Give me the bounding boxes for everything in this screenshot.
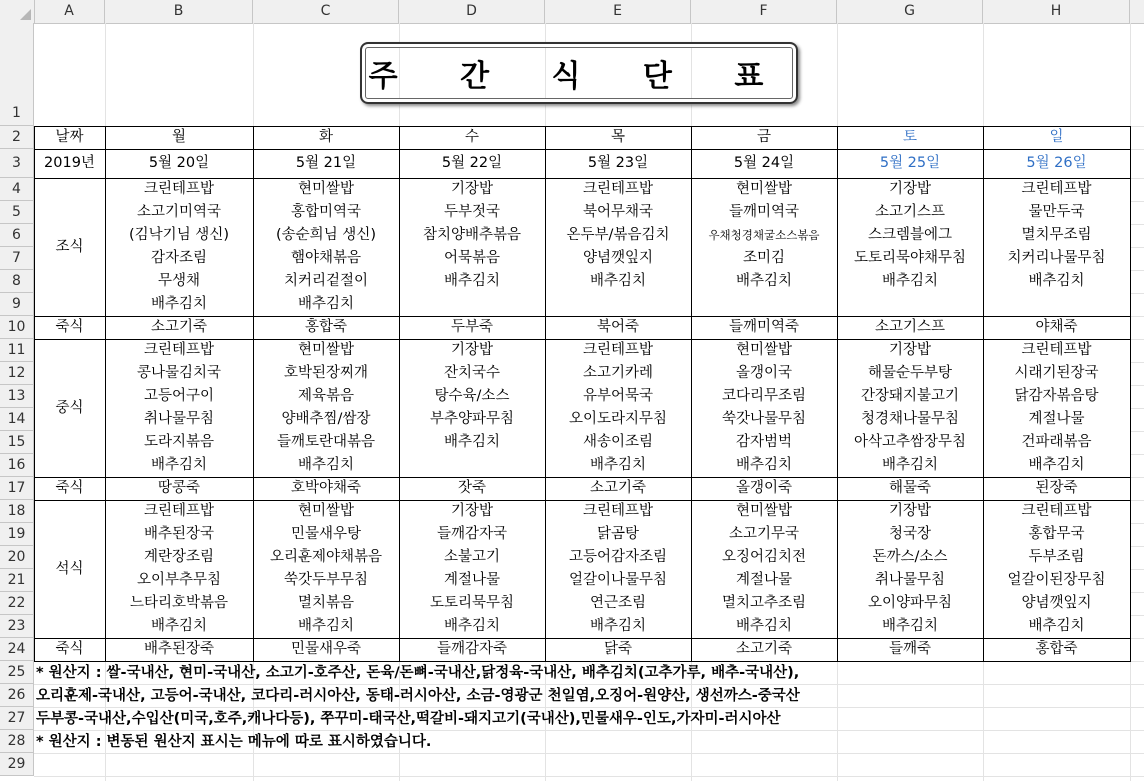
menu-cell[interactable]: 코다리무조림 xyxy=(691,385,837,408)
menu-cell[interactable]: 기장밥 xyxy=(837,178,983,201)
menu-cell[interactable]: 취나물무침 xyxy=(837,569,983,592)
menu-cell[interactable]: 고등어구이 xyxy=(105,385,253,408)
menu-cell[interactable]: 현미쌀밥 xyxy=(691,339,837,362)
menu-cell[interactable]: 현미쌀밥 xyxy=(691,500,837,523)
day-header-cell[interactable]: 토 xyxy=(837,126,983,149)
menu-cell[interactable]: 기장밥 xyxy=(399,500,545,523)
menu-cell[interactable]: 크린테프밥 xyxy=(545,339,691,362)
menu-cell[interactable] xyxy=(545,293,691,316)
gridline-h xyxy=(34,776,1144,777)
menu-cell[interactable]: 배추김치 xyxy=(545,615,691,638)
table-border xyxy=(34,339,1131,340)
porridge-cell[interactable]: 홍합죽 xyxy=(253,316,399,339)
menu-cell[interactable]: 배추김치 xyxy=(399,270,545,293)
menu-cell[interactable]: 기장밥 xyxy=(837,339,983,362)
column-header-c[interactable]: C xyxy=(253,0,399,23)
origin-note-line: * 원산지 : 변동된 원산지 표시는 메뉴에 따로 표시하였습니다. xyxy=(36,734,432,750)
column-header-h[interactable]: H xyxy=(983,0,1130,23)
menu-cell[interactable]: 닭감자볶음탕 xyxy=(983,385,1130,408)
porridge-cell[interactable]: 해물죽 xyxy=(837,477,983,500)
menu-cell[interactable]: 도토리묵야채무침 xyxy=(837,247,983,270)
meal-label-breakfast[interactable]: 조식 xyxy=(34,178,105,316)
sheet-title: 주 간 식 단 표 xyxy=(360,42,798,104)
menu-cell[interactable]: 올갱이국 xyxy=(691,362,837,385)
table-border xyxy=(34,638,1131,639)
menu-cell[interactable]: 잔치국수 xyxy=(399,362,545,385)
menu-cell[interactable]: 계절나물 xyxy=(399,569,545,592)
menu-cell[interactable]: 배추김치 xyxy=(691,615,837,638)
menu-cell[interactable]: 온두부/볶음김치 xyxy=(545,224,691,247)
menu-cell[interactable]: 현미쌀밥 xyxy=(253,500,399,523)
menu-cell[interactable]: 들깨감자국 xyxy=(399,523,545,546)
menu-cell[interactable]: 크린테프밥 xyxy=(983,178,1130,201)
table-border xyxy=(34,149,1131,150)
menu-cell[interactable]: (김낙기님 생신) xyxy=(105,224,253,247)
row-header-12[interactable]: 12 xyxy=(0,362,34,385)
menu-cell[interactable]: 양념깻잎지 xyxy=(983,592,1130,615)
menu-cell[interactable]: 멸치고추조림 xyxy=(691,592,837,615)
row-header-28[interactable]: 28 xyxy=(0,730,34,753)
day-header-cell[interactable]: 수 xyxy=(399,126,545,149)
menu-cell[interactable]: 고등어감자조림 xyxy=(545,546,691,569)
porridge-cell[interactable]: 배추된장죽 xyxy=(105,638,253,661)
menu-cell[interactable]: 배추김치 xyxy=(105,293,253,316)
meal-label-porridge3[interactable]: 죽식 xyxy=(34,638,105,661)
select-all-corner[interactable] xyxy=(0,0,35,23)
day-header-cell[interactable]: 금 xyxy=(691,126,837,149)
row-header-9[interactable]: 9 xyxy=(0,293,34,316)
menu-cell[interactable]: 배추김치 xyxy=(983,615,1130,638)
menu-cell[interactable]: 쑥갓나물무침 xyxy=(691,408,837,431)
menu-cell[interactable]: 배추김치 xyxy=(253,293,399,316)
date-cell[interactable]: 5월 23일 xyxy=(545,149,691,178)
table-border xyxy=(545,126,546,661)
menu-cell[interactable]: 오징어김치전 xyxy=(691,546,837,569)
row-header-20[interactable]: 20 xyxy=(0,546,34,569)
table-border xyxy=(34,126,35,661)
menu-cell[interactable]: 해물순두부탕 xyxy=(837,362,983,385)
porridge-cell[interactable]: 북어죽 xyxy=(545,316,691,339)
table-border xyxy=(34,178,1131,179)
porridge-cell[interactable]: 소고기죽 xyxy=(105,316,253,339)
menu-cell[interactable]: 크린테프밥 xyxy=(105,178,253,201)
menu-cell[interactable]: 소불고기 xyxy=(399,546,545,569)
menu-cell[interactable]: 닭곰탕 xyxy=(545,523,691,546)
meal-label-porridge2[interactable]: 죽식 xyxy=(34,477,105,500)
porridge-cell[interactable]: 소고기죽 xyxy=(545,477,691,500)
porridge-cell[interactable]: 호박야채죽 xyxy=(253,477,399,500)
menu-cell[interactable]: 감자조림 xyxy=(105,247,253,270)
menu-cell[interactable]: 느타리호박볶음 xyxy=(105,592,253,615)
menu-cell[interactable]: 햄야채볶음 xyxy=(253,247,399,270)
row-header-4[interactable]: 4 xyxy=(0,178,34,201)
menu-cell[interactable] xyxy=(399,293,545,316)
menu-cell[interactable]: 부추양파무침 xyxy=(399,408,545,431)
row-header-19[interactable]: 19 xyxy=(0,523,34,546)
column-header-f[interactable]: F xyxy=(691,0,837,23)
table-border xyxy=(34,126,1131,127)
menu-cell[interactable]: 배추김치 xyxy=(691,270,837,293)
day-header-cell[interactable]: 일 xyxy=(983,126,1130,149)
menu-cell[interactable]: 참치양배추볶음 xyxy=(399,224,545,247)
menu-cell[interactable]: 배추김치 xyxy=(399,615,545,638)
menu-cell[interactable]: 소고기미역국 xyxy=(105,201,253,224)
menu-cell[interactable]: 아삭고추쌈장무침 xyxy=(837,431,983,454)
menu-cell[interactable]: (송순희님 생신) xyxy=(253,224,399,247)
menu-cell[interactable]: 크린테프밥 xyxy=(545,500,691,523)
table-border xyxy=(34,477,1131,478)
meal-label-porridge1[interactable]: 죽식 xyxy=(34,316,105,339)
gridline-h xyxy=(34,707,1144,708)
porridge-cell[interactable]: 들깨죽 xyxy=(837,638,983,661)
gridline-h xyxy=(34,730,1144,731)
row-header-18[interactable]: 18 xyxy=(0,500,34,523)
menu-cell[interactable]: 현미쌀밥 xyxy=(691,178,837,201)
row-header-3[interactable]: 3 xyxy=(0,149,34,178)
row-header-17[interactable]: 17 xyxy=(0,477,34,500)
column-header-d[interactable]: D xyxy=(399,0,545,23)
menu-cell[interactable]: 배추김치 xyxy=(105,615,253,638)
porridge-cell[interactable]: 땅콩죽 xyxy=(105,477,253,500)
row-header-1[interactable]: 1 xyxy=(0,23,34,126)
menu-cell[interactable]: 도라지볶음 xyxy=(105,431,253,454)
menu-cell[interactable]: 배추김치 xyxy=(105,454,253,477)
menu-cell[interactable]: 배추김치 xyxy=(399,431,545,454)
menu-cell[interactable]: 얼갈이된장무침 xyxy=(983,569,1130,592)
menu-cell[interactable]: 오이부추무침 xyxy=(105,569,253,592)
menu-cell[interactable]: 제육볶음 xyxy=(253,385,399,408)
row-header-7[interactable]: 7 xyxy=(0,247,34,270)
menu-cell[interactable]: 건파래볶음 xyxy=(983,431,1130,454)
origin-note-line: * 원산지 : 쌀-국내산, 현미-국내산, 소고기-호주산, 돈육/돈뼈-국내산,닭정육-국내산, 배추김치(고추가루, 배추-국내산), xyxy=(36,665,800,681)
menu-cell[interactable]: 도토리묵무침 xyxy=(399,592,545,615)
menu-cell[interactable]: 들깨토란대볶음 xyxy=(253,431,399,454)
menu-cell[interactable]: 청경채나물무침 xyxy=(837,408,983,431)
row-header-6[interactable]: 6 xyxy=(0,224,34,247)
porridge-cell[interactable]: 민물새우죽 xyxy=(253,638,399,661)
row-header-24[interactable]: 24 xyxy=(0,638,34,661)
menu-cell[interactable]: 배추김치 xyxy=(545,454,691,477)
date-cell[interactable]: 5월 22일 xyxy=(399,149,545,178)
porridge-cell[interactable]: 야채죽 xyxy=(983,316,1130,339)
menu-cell[interactable]: 현미쌀밥 xyxy=(253,178,399,201)
row-header-16[interactable]: 16 xyxy=(0,454,34,477)
menu-cell[interactable]: 크린테프밥 xyxy=(983,339,1130,362)
row-header-14[interactable]: 14 xyxy=(0,408,34,431)
row-header-8[interactable]: 8 xyxy=(0,270,34,293)
year-cell[interactable]: 2019년 xyxy=(34,149,105,178)
select-all-icon xyxy=(20,9,31,20)
row-header-26[interactable]: 26 xyxy=(0,684,34,707)
menu-cell[interactable]: 물만두국 xyxy=(983,201,1130,224)
row-header-5[interactable]: 5 xyxy=(0,201,34,224)
row-header-25[interactable]: 25 xyxy=(0,661,34,684)
menu-cell[interactable]: 홍합무국 xyxy=(983,523,1130,546)
menu-cell[interactable]: 치커리나물무침 xyxy=(983,247,1130,270)
menu-cell[interactable]: 돈까스/소스 xyxy=(837,546,983,569)
menu-cell[interactable]: 무생채 xyxy=(105,270,253,293)
porridge-cell[interactable]: 소고기스프 xyxy=(837,316,983,339)
column-header-b[interactable]: B xyxy=(105,0,253,23)
day-header-cell[interactable]: 화 xyxy=(253,126,399,149)
menu-cell[interactable]: 배추김치 xyxy=(983,454,1130,477)
table-border xyxy=(983,126,984,661)
menu-cell[interactable]: 스크렘블에그 xyxy=(837,224,983,247)
date-cell[interactable]: 5월 21일 xyxy=(253,149,399,178)
row-header-2[interactable]: 2 xyxy=(0,126,34,149)
menu-cell[interactable]: 조미김 xyxy=(691,247,837,270)
porridge-cell[interactable]: 들깨감자죽 xyxy=(399,638,545,661)
menu-cell[interactable]: 계란장조림 xyxy=(105,546,253,569)
table-border xyxy=(253,126,254,661)
menu-cell[interactable]: 양배추찜/쌈장 xyxy=(253,408,399,431)
menu-cell[interactable]: 배추김치 xyxy=(837,454,983,477)
menu-cell[interactable]: 얼갈이나물무침 xyxy=(545,569,691,592)
menu-cell[interactable]: 감자범벅 xyxy=(691,431,837,454)
row-header-13[interactable]: 13 xyxy=(0,385,34,408)
row-header-27[interactable]: 27 xyxy=(0,707,34,730)
menu-cell[interactable]: 크린테프밥 xyxy=(105,339,253,362)
date-cell[interactable]: 5월 25일 xyxy=(837,149,983,178)
column-header-e[interactable]: E xyxy=(545,0,691,23)
porridge-cell[interactable]: 두부죽 xyxy=(399,316,545,339)
menu-cell[interactable]: 두부조림 xyxy=(983,546,1130,569)
porridge-cell[interactable]: 홍합죽 xyxy=(983,638,1130,661)
porridge-cell[interactable]: 닭죽 xyxy=(545,638,691,661)
row-header-10[interactable]: 10 xyxy=(0,316,34,339)
menu-cell[interactable]: 콩나물김치국 xyxy=(105,362,253,385)
menu-cell[interactable]: 크린테프밥 xyxy=(105,500,253,523)
meal-label-lunch[interactable]: 중식 xyxy=(34,339,105,477)
origin-note-line: 오리훈제-국내산, 고등어-국내산, 코다리-러시아산, 동태-러시아산, 소금-영광군 천일염,오징어-원양산, 생선까스-중국산 xyxy=(36,688,800,704)
row-header-29[interactable]: 29 xyxy=(0,753,34,776)
menu-cell[interactable]: 우채청경채굴소스볶음 xyxy=(691,224,837,247)
menu-cell[interactable]: 어묵볶음 xyxy=(399,247,545,270)
day-header-cell[interactable]: 월 xyxy=(105,126,253,149)
origin-note-line: 두부콩-국내산,수입산(미국,호주,캐나다등), 쭈꾸미-태국산,떡갈비-돼지고기(국내산),민물새우-인도,가자미-러시아산 xyxy=(36,711,781,727)
menu-cell[interactable]: 소고기카레 xyxy=(545,362,691,385)
menu-cell[interactable]: 배추김치 xyxy=(837,270,983,293)
date-cell[interactable]: 5월 26일 xyxy=(983,149,1130,178)
menu-cell[interactable]: 연근조림 xyxy=(545,592,691,615)
menu-cell[interactable]: 소고기무국 xyxy=(691,523,837,546)
column-header-a[interactable]: A xyxy=(34,0,105,23)
menu-cell[interactable] xyxy=(399,454,545,477)
menu-cell[interactable]: 배추김치 xyxy=(253,454,399,477)
row-header-15[interactable]: 15 xyxy=(0,431,34,454)
table-border xyxy=(105,126,106,661)
menu-cell[interactable]: 소고기스프 xyxy=(837,201,983,224)
menu-cell[interactable]: 멸치볶음 xyxy=(253,592,399,615)
menu-cell[interactable] xyxy=(837,293,983,316)
menu-cell[interactable]: 계절나물 xyxy=(691,569,837,592)
menu-cell[interactable]: 민물새우탕 xyxy=(253,523,399,546)
row-header-22[interactable]: 22 xyxy=(0,592,34,615)
porridge-cell[interactable]: 소고기죽 xyxy=(691,638,837,661)
menu-cell[interactable]: 오리훈제야채볶음 xyxy=(253,546,399,569)
menu-cell[interactable]: 기장밥 xyxy=(837,500,983,523)
row-header-11[interactable]: 11 xyxy=(0,339,34,362)
menu-cell[interactable]: 배추김치 xyxy=(837,615,983,638)
porridge-cell[interactable]: 잣죽 xyxy=(399,477,545,500)
menu-cell[interactable]: 간장돼지불고기 xyxy=(837,385,983,408)
table-border xyxy=(34,500,1131,501)
menu-cell[interactable]: 크린테프밥 xyxy=(983,500,1130,523)
table-border xyxy=(399,126,400,661)
menu-cell[interactable]: 홍합미역국 xyxy=(253,201,399,224)
gridline-h xyxy=(34,684,1144,685)
menu-cell[interactable]: 배추김치 xyxy=(545,270,691,293)
date-cell[interactable]: 5월 20일 xyxy=(105,149,253,178)
menu-cell[interactable]: 취나물무침 xyxy=(105,408,253,431)
menu-cell[interactable] xyxy=(691,293,837,316)
table-border xyxy=(34,661,1131,662)
porridge-cell[interactable]: 들깨미역죽 xyxy=(691,316,837,339)
menu-cell[interactable]: 쑥갓두부무침 xyxy=(253,569,399,592)
menu-cell[interactable]: 계절나물 xyxy=(983,408,1130,431)
menu-cell[interactable]: 오이양파무침 xyxy=(837,592,983,615)
menu-cell[interactable]: 기장밥 xyxy=(399,178,545,201)
table-border xyxy=(34,316,1131,317)
table-border xyxy=(1130,126,1131,661)
day-header-cell[interactable]: 목 xyxy=(545,126,691,149)
date-cell[interactable]: 5월 24일 xyxy=(691,149,837,178)
menu-cell[interactable]: 배추김치 xyxy=(691,454,837,477)
menu-cell[interactable]: 양념깻잎지 xyxy=(545,247,691,270)
menu-cell[interactable]: 들깨미역국 xyxy=(691,201,837,224)
date-label-cell[interactable]: 날짜 xyxy=(34,126,105,149)
row-header-21[interactable]: 21 xyxy=(0,569,34,592)
table-border xyxy=(691,126,692,661)
gridline-h xyxy=(34,753,1144,754)
meal-label-dinner[interactable]: 석식 xyxy=(34,500,105,638)
menu-cell[interactable]: 두부젓국 xyxy=(399,201,545,224)
menu-cell[interactable]: 시래기된장국 xyxy=(983,362,1130,385)
menu-cell[interactable] xyxy=(983,293,1130,316)
menu-cell[interactable]: 북어무채국 xyxy=(545,201,691,224)
menu-cell[interactable]: 현미쌀밥 xyxy=(253,339,399,362)
porridge-cell[interactable]: 올갱이죽 xyxy=(691,477,837,500)
row-header-23[interactable]: 23 xyxy=(0,615,34,638)
menu-cell[interactable]: 배추된장국 xyxy=(105,523,253,546)
menu-cell[interactable]: 치커리겉절이 xyxy=(253,270,399,293)
menu-cell[interactable]: 새송이조림 xyxy=(545,431,691,454)
column-header-g[interactable]: G xyxy=(837,0,983,23)
menu-cell[interactable]: 기장밥 xyxy=(399,339,545,362)
menu-cell[interactable]: 크린테프밥 xyxy=(545,178,691,201)
menu-cell[interactable]: 탕수육/소스 xyxy=(399,385,545,408)
menu-cell[interactable]: 호박된장찌개 xyxy=(253,362,399,385)
menu-cell[interactable]: 오이도라지무침 xyxy=(545,408,691,431)
menu-cell[interactable]: 청국장 xyxy=(837,523,983,546)
porridge-cell[interactable]: 된장죽 xyxy=(983,477,1130,500)
menu-cell[interactable]: 유부어묵국 xyxy=(545,385,691,408)
menu-cell[interactable]: 배추김치 xyxy=(253,615,399,638)
menu-cell[interactable]: 멸치무조림 xyxy=(983,224,1130,247)
table-border xyxy=(837,126,838,661)
menu-cell[interactable]: 배추김치 xyxy=(983,270,1130,293)
